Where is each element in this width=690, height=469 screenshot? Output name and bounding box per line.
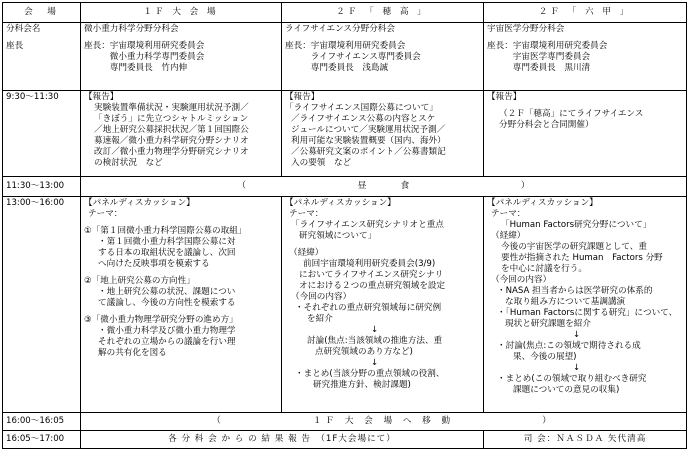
panel-content-label: （今回の内容） bbox=[291, 292, 352, 302]
morning-report-life-science bbox=[282, 91, 484, 177]
report-line: の検討状況 など bbox=[94, 158, 163, 168]
chair-line: 座長：宇宙環境利用研究委員会 bbox=[487, 41, 608, 51]
chair-line: 座長：宇宙環境利用研究委員会 bbox=[285, 41, 406, 51]
schedule-table-frame bbox=[2, 2, 686, 465]
panel-context-line: オにおける２つの重点研究領域を設定 bbox=[299, 281, 446, 291]
panel-bullet: ・まとめ(この領域で取り組むべき研究 bbox=[497, 374, 647, 384]
panel-bullet: 研究推進方針、検討課題) bbox=[313, 380, 411, 390]
report-heading: 【報告】 bbox=[285, 92, 320, 102]
report-line: （２Ｆ「穂高」にてライフサイエンス bbox=[499, 109, 644, 119]
panel-bullet: ・「Human Factorsに関する研究」について、 bbox=[497, 308, 678, 318]
panel-life-science bbox=[282, 197, 484, 413]
panel-bullet: ・討論(焦点:この領域で期待される成 bbox=[497, 341, 641, 351]
panel-context-line: を中心に討議を行う。 bbox=[501, 264, 587, 274]
session-name-label: 分科会名 bbox=[6, 24, 41, 34]
panel-bullet: ・NASA 担当者からは医学研究の体系的 bbox=[497, 286, 653, 296]
panel-context-line: 今後の宇宙医学の研究課題として、重 bbox=[501, 242, 647, 252]
panel-item-title: ③「微小重力物理学研究分野の進め方」 bbox=[84, 315, 238, 325]
session-name: 微小重力科学分野分科会 bbox=[84, 24, 179, 34]
move-text: （ １Ｆ 大 会 場 へ 移 動 ） bbox=[81, 413, 687, 431]
afternoon-time: 13:00～16:00 bbox=[3, 197, 81, 413]
panel-bullet: 討論(焦点:当該領域の推進方法、重 bbox=[307, 336, 443, 346]
panel-bullet: ・まとめ(当該分野の重点領域の役割、 bbox=[295, 369, 445, 379]
report-heading: 【報告】 bbox=[84, 92, 119, 102]
panel-context-line: 要性が指摘された Human Factors 分野 bbox=[501, 253, 663, 263]
panel-space-medicine bbox=[484, 197, 687, 413]
report-host: 司 会：ＮＡＳＤＡ 矢代清高 bbox=[484, 431, 687, 449]
report-line: 「きぼう」に先立つシャトルミッション bbox=[94, 114, 249, 124]
panel-content-label: （今回の内容） bbox=[491, 275, 552, 285]
chair-line: 専門委員長 竹内伸 bbox=[84, 63, 188, 73]
down-arrow-icon: ↓ bbox=[573, 330, 581, 340]
morning-report-microgravity bbox=[81, 91, 282, 177]
morning-report-space-medicine bbox=[484, 91, 687, 177]
report-line: ／ライフサイエンス公募の内容とスケ bbox=[291, 114, 436, 124]
session-microgravity bbox=[81, 23, 282, 91]
move-time: 16:00～16:05 bbox=[3, 413, 81, 431]
report-line: 改訂／微小重力物理学分野研究シナリオ bbox=[94, 147, 249, 157]
chair-label: 座長 bbox=[6, 41, 24, 51]
panel-item-line: ・第１回微小重力科学国際公募に対 bbox=[98, 237, 236, 247]
panel-bullet: な取り組み方について基調講演 bbox=[505, 297, 626, 307]
report-time: 16:05～17:00 bbox=[3, 431, 81, 449]
venue-hotaka: ２Ｆ 「 穂 高 」 bbox=[282, 3, 484, 23]
panel-microgravity bbox=[81, 197, 282, 413]
chair-line: 座長：宇宙環境利用研究委員会 bbox=[84, 41, 205, 51]
session-name: ライフサイエンス分野分科会 bbox=[285, 24, 395, 34]
chair-line: 宇宙医学専門委員会 bbox=[487, 52, 591, 62]
venue-main-hall: １Ｆ 大 会 場 bbox=[81, 3, 282, 23]
afternoon-row bbox=[3, 197, 687, 413]
chair-line: 専門委員長 浅島誠 bbox=[285, 63, 389, 73]
panel-bullet: 点研究領域のあり方など) bbox=[315, 347, 413, 357]
venue-rokko: ２Ｆ 「 六 甲 」 bbox=[484, 3, 687, 23]
report-line: 分野分科会と合同開催） bbox=[499, 120, 594, 130]
lunch-row bbox=[3, 177, 687, 197]
morning-time: 9:30～11:30 bbox=[3, 91, 81, 177]
report-line: ／地上研究公募採択状況／第１回国際公 bbox=[94, 125, 249, 135]
panel-bullet: 現状と研究課題を紹介 bbox=[505, 319, 591, 329]
down-arrow-icon: ↓ bbox=[371, 358, 379, 368]
panel-bullet: 課題についての意見の収集) bbox=[513, 385, 620, 395]
panel-theme-label: テーマ： bbox=[88, 209, 123, 219]
report-row bbox=[3, 431, 687, 449]
session-labels bbox=[3, 23, 81, 91]
venue-label: 会 場 bbox=[3, 3, 81, 23]
panel-heading: 【パネルディスカッション】 bbox=[285, 198, 396, 208]
panel-bullet: を紹介 bbox=[307, 314, 333, 324]
panel-theme-label: テーマ： bbox=[289, 209, 324, 219]
panel-context-line: においてライフサイエンス研究シナリ bbox=[299, 270, 444, 280]
panel-item-line: する日本の取組状況を議論し、次回 bbox=[98, 248, 236, 258]
panel-bullet: ・それぞれの重点研究領域毎に研究例 bbox=[295, 303, 442, 313]
session-life-science bbox=[282, 23, 484, 91]
report-text: 各 分 科 会 か ら の 結 果 報 告 （1F大会場にて） bbox=[81, 431, 484, 449]
down-arrow-icon: ↓ bbox=[371, 325, 379, 335]
panel-context-line: 前回宇宙環境利用研究委員会(3/9) bbox=[303, 259, 436, 269]
report-line: ／公募研究文案のポイント／公募書類記 bbox=[291, 147, 446, 157]
panel-theme-text: 「Human Factors研究分野について」 bbox=[501, 220, 652, 230]
panel-item-title: ②「地上研究公募の方向性」 bbox=[84, 276, 195, 286]
header-row bbox=[3, 3, 687, 23]
report-line: 「ライフサイエンス国際公募について」 bbox=[285, 103, 438, 113]
session-space-medicine bbox=[484, 23, 687, 91]
report-line: 募速報／微小重力科学研究分野シナリオ bbox=[94, 136, 249, 146]
move-row bbox=[3, 413, 687, 431]
panel-context-label: （経緯） bbox=[491, 231, 526, 241]
panel-item-line: へ向けた反映事項を模索する bbox=[98, 259, 210, 269]
panel-item-title: ①「第１回微小重力科学国際公募の取組」 bbox=[84, 226, 247, 236]
morning-row bbox=[3, 91, 687, 177]
lunch-text: （ 昼 食 ） bbox=[81, 177, 687, 197]
chair-line: 微小重力科学専門委員会 bbox=[84, 52, 205, 62]
schedule-table bbox=[2, 2, 687, 449]
panel-item-line: それぞれの立場からの議論を行い理 bbox=[98, 337, 236, 347]
report-line: 入の要領 など bbox=[291, 158, 352, 168]
panel-heading: 【パネルディスカッション】 bbox=[487, 198, 598, 208]
chair-line: 専門委員長 黒川清 bbox=[487, 63, 591, 73]
panel-heading: 【パネルディスカッション】 bbox=[84, 198, 195, 208]
report-line: 利用可能な実験装置概要（国内、海外） bbox=[291, 136, 446, 146]
panel-theme-text: 研究領域について」 bbox=[299, 231, 377, 241]
panel-item-line: 解の共有化を図る bbox=[98, 348, 167, 358]
down-arrow-icon: ↓ bbox=[573, 363, 581, 373]
session-row bbox=[3, 23, 687, 91]
report-line: 実験装置準備状況・実験運用状況予測／ bbox=[94, 103, 249, 113]
panel-item-line: て議論し、今後の方向性を模索する bbox=[98, 298, 236, 308]
session-name: 宇宙医学分野分科会 bbox=[487, 24, 565, 34]
panel-context-label: （経緯） bbox=[289, 248, 324, 258]
report-heading: 【報告】 bbox=[487, 92, 522, 102]
report-line: ジュールについて／実験運用状況予測／ bbox=[291, 125, 446, 135]
panel-theme-label: テーマ： bbox=[491, 209, 526, 219]
panel-theme-text: 「ライフサイエンス研究シナリオと重点 bbox=[291, 220, 444, 230]
panel-item-line: ・微小重力科学及び微小重力物理学 bbox=[98, 326, 236, 336]
lunch-time: 11:30～13:00 bbox=[3, 177, 81, 197]
panel-item-line: ・地上研究公募の状況、課題につい bbox=[98, 287, 236, 297]
chair-line: ライフサイエンス専門委員会 bbox=[285, 52, 421, 62]
panel-bullet: 果、今後の展望) bbox=[513, 352, 577, 362]
